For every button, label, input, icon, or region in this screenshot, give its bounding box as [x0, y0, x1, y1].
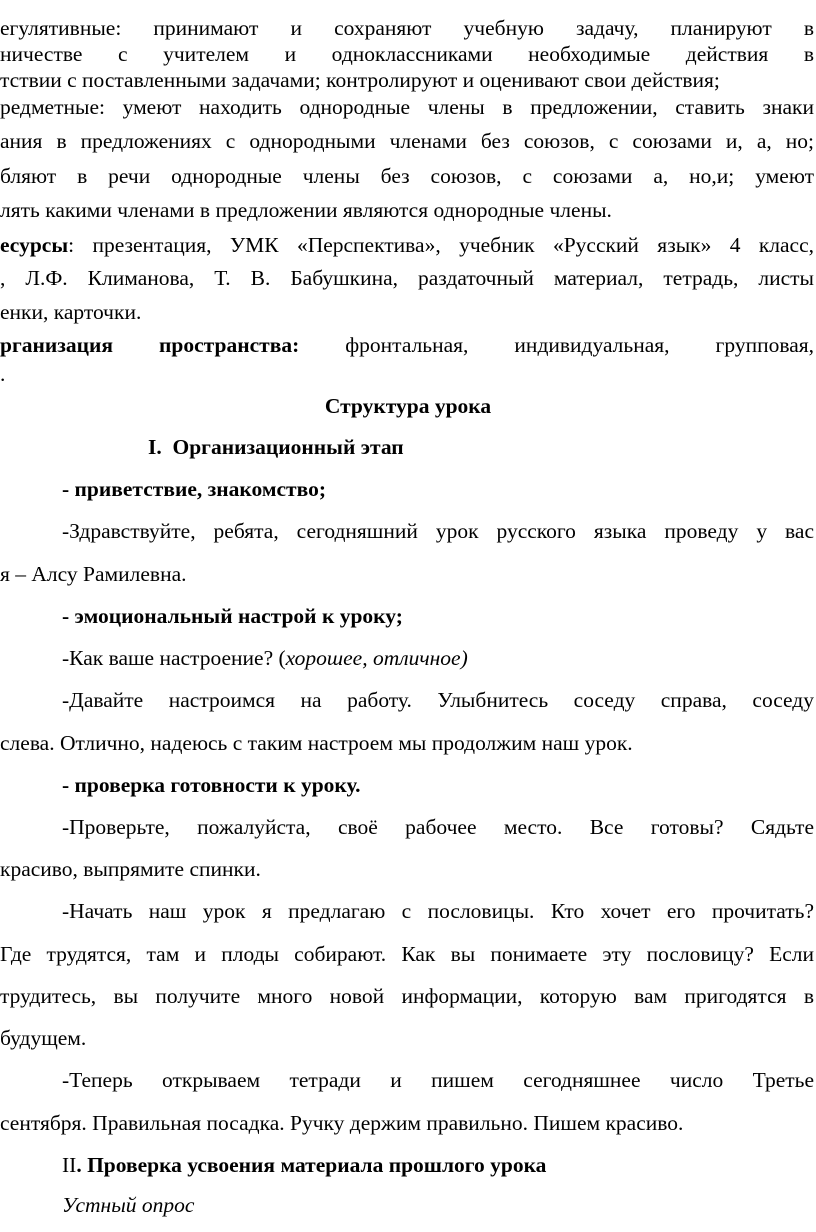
- stage2-number: II: [62, 1153, 77, 1177]
- proverb-text: -Начать наш урок я предлагаю с пословицы. Кто хочет его прочитать?: [62, 899, 814, 923]
- subject-goals-line: редметные: умеют находить однородные члены в предложении, ставить знаки: [0, 95, 814, 119]
- space-organization-cont: .: [0, 362, 6, 386]
- stage1-title: Организационный этап: [172, 435, 404, 459]
- stage2-title: . Проверка усвоения материала прошлого урока: [76, 1153, 547, 1177]
- proverb-text: Где трудятся, там и плоды собирают. Как вы понимаете эту пословицу? Если: [0, 942, 814, 966]
- stage2-subtitle: Устный опрос: [62, 1193, 195, 1217]
- stage1-number: I.: [148, 435, 162, 459]
- subject-goals-line: лять какими членами в предложении являются однородные члены.: [0, 198, 612, 222]
- tune-text: слева. Отлично, надеюсь с таким настроем мы продолжим наш урок.: [0, 731, 633, 755]
- proverb-text: трудитесь, вы получите много новой информации, которую вам пригодятся в: [0, 984, 814, 1008]
- resources-label: есурсы: [0, 233, 69, 257]
- notebook-text: сентября. Правильная посадка. Ручку держим правильно. Пишем красиво.: [0, 1111, 684, 1135]
- regulative-goals-line: ничестве с учителем и одноклассниками необходимые действия в: [0, 42, 814, 66]
- space-organization-label: рганизация пространства:: [0, 333, 300, 357]
- greeting-heading: - приветствие, знакомство;: [62, 477, 326, 501]
- stage2-heading: [62, 1151, 814, 1179]
- resources-text: : презентация, УМК «Перспектива», учебник «Русский язык» 4 класс,: [68, 233, 814, 257]
- resources-line: енки, карточки.: [0, 300, 142, 324]
- regulative-goals-line: егулятивные: принимают и сохраняют учебную задачу, планируют в: [0, 16, 814, 40]
- mood-question-text: -Как ваше настроение? (: [62, 646, 286, 670]
- space-organization-line: [0, 331, 814, 359]
- regulative-goals-line: тствии с поставленными задачами; контролируют и оценивают свои действия;: [0, 68, 720, 92]
- mood-answer: хорошее, отличное): [285, 646, 468, 670]
- readiness-text: -Проверьте, пожалуйста, своё рабочее место. Все готовы? Сядьте: [62, 815, 814, 839]
- readiness-heading: - проверка готовности к уроку.: [62, 773, 361, 797]
- stage1-heading: [148, 433, 808, 461]
- notebook-text: -Теперь открываем тетради и пишем сегодняшнее число Третье: [62, 1068, 814, 1092]
- structure-title: Структура урока: [324, 394, 492, 418]
- space-organization-value: фронтальная, индивидуальная, групповая,: [345, 333, 814, 357]
- greeting-text: -Здравствуйте, ребята, сегодняшний урок русского языка проведу у вас: [62, 519, 814, 543]
- readiness-text: красиво, выпрямите спинки.: [0, 857, 261, 881]
- resources-line: [0, 231, 814, 259]
- subject-goals-line: ания в предложениях с однородными членами без союзов, с союзами и, а, но;: [0, 129, 814, 153]
- mood-question: [62, 644, 814, 672]
- greeting-text: я – Алсу Рамилевна.: [0, 562, 187, 586]
- subject-goals-line: бляют в речи однородные члены без союзов, с союзами а, но,и; умеют: [0, 164, 814, 188]
- mood-heading: - эмоциональный настрой к уроку;: [62, 604, 403, 628]
- resources-line: , Л.Ф. Климанова, Т. В. Бабушкина, раздаточный материал, тетрадь, листы: [0, 266, 814, 290]
- tune-text: -Давайте настроимся на работу. Улыбнитесь соседу справа, соседу: [62, 688, 814, 712]
- proverb-text: будущем.: [0, 1026, 87, 1050]
